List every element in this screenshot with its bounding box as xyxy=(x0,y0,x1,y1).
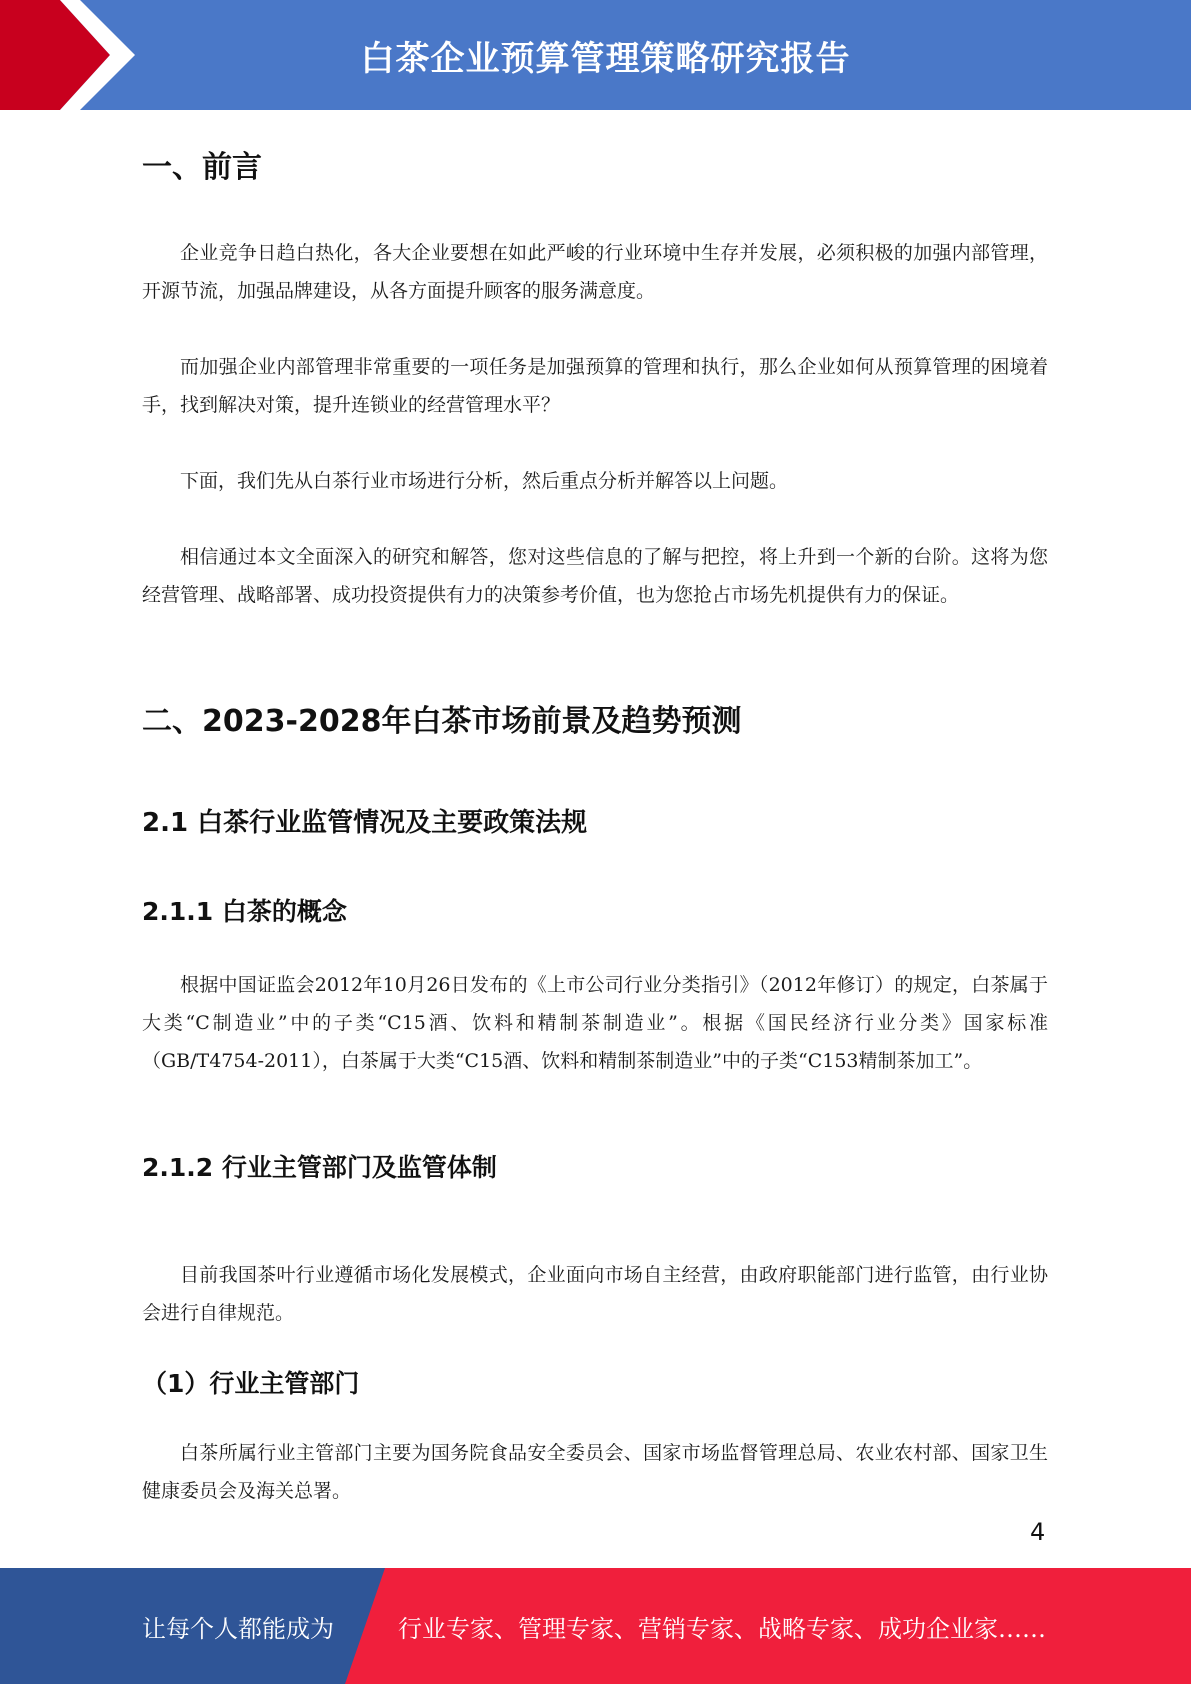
paragraph: 相信通过本文全面深入的研究和解答，您对这些信息的了解与把控，将上升到一个新的台阶。这将为您经营管理、战略部署、成功投资提供有力的决策参考价值，也为您抢占市场先机提供有力的保证。 xyxy=(142,546,1048,606)
paragraph: 白茶所属行业主管部门主要为国务院食品安全委员会、国家市场监督管理总局、农业农村部、国家卫生健康委员会及海关总署。 xyxy=(142,1442,1048,1502)
paragraph: 而加强企业内部管理非常重要的一项任务是加强预算的管理和执行，那么企业如何从预算管理的困境着手，找到解决对策，提升连锁业的经营管理水平？ xyxy=(142,356,1048,416)
paragraph: 根据中国证监会2012年10月26日发布的《上市公司行业分类指引》（2012年修订）的规定，白茶属于大类“C制造业”中的子类“C15酒、饮料和精制茶制造业”。根据《国民经济行业分类》国家标准（GB/T4754-2011），白茶属于大类“C15酒、饮料和精制茶制造业”中的子类“C153精制茶加工”。 xyxy=(142,974,1048,1072)
subsection-heading: 2.1 白茶行业监管情况及主要政策法规 xyxy=(142,808,588,838)
page-number: 4 xyxy=(1030,1518,1046,1546)
paragraph: 目前我国茶叶行业遵循市场化发展模式，企业面向市场自主经营，由政府职能部门进行监管，由行业协会进行自律规范。 xyxy=(142,1264,1048,1324)
section-heading-preface: 一、前言 xyxy=(142,150,262,185)
subsection-heading: （1）行业主管部门 xyxy=(142,1369,360,1398)
section-heading-market-outlook: 二、2023-2028年白茶市场前景及趋势预测 xyxy=(142,704,742,739)
footer-slogan: 让每个人都能成为 xyxy=(142,1614,334,1643)
footer-roles: 行业专家、管理专家、营销专家、战略专家、成功企业家…… xyxy=(398,1614,1046,1643)
subsection-heading: 2.1.1 白茶的概念 xyxy=(142,897,347,926)
report-title: 白茶企业预算管理策略研究报告 xyxy=(360,38,851,79)
page-header xyxy=(0,0,1191,110)
subsection-heading: 2.1.2 行业主管部门及监管体制 xyxy=(142,1153,497,1182)
page-footer xyxy=(0,1568,1191,1684)
paragraph: 企业竞争日趋白热化，各大企业要想在如此严峻的行业环境中生存并发展，必须积极的加强内部管理，开源节流，加强品牌建设，从各方面提升顾客的服务满意度。 xyxy=(142,242,1048,302)
paragraph: 下面，我们先从白茶行业市场进行分析，然后重点分析并解答以上问题。 xyxy=(180,470,789,492)
